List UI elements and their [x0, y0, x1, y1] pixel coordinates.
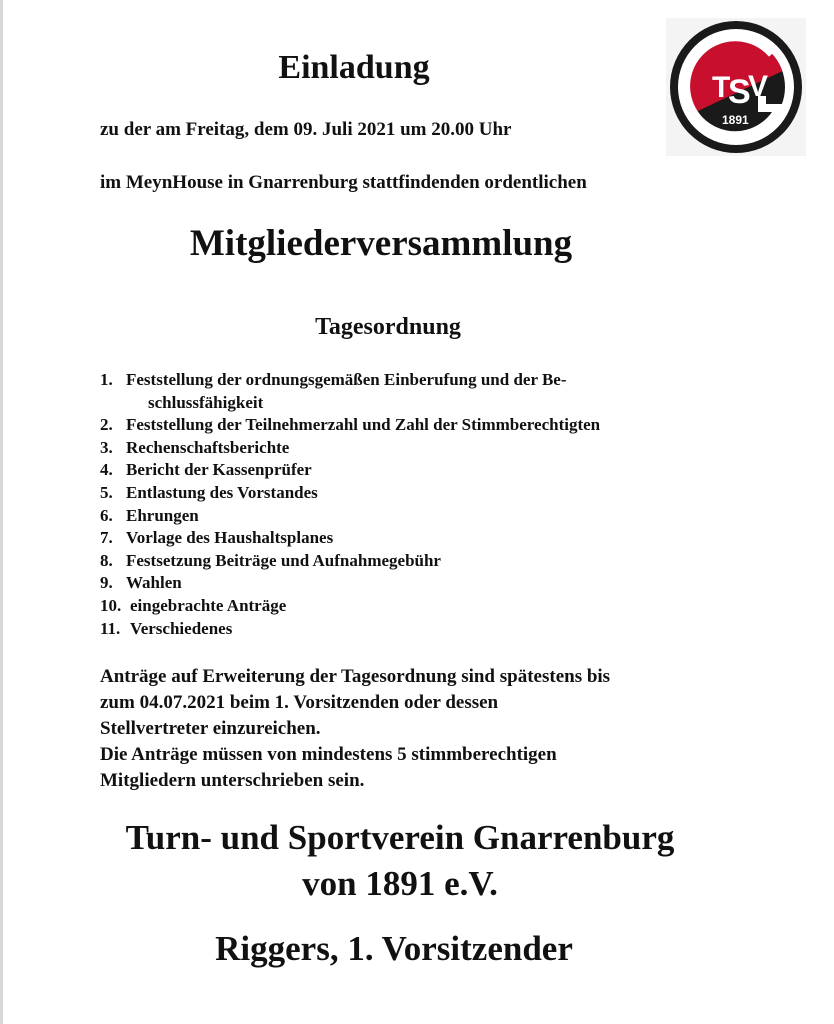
agenda-item-text-continued: schlussfähigkeit	[148, 392, 264, 412]
agenda-item-number: 1.	[100, 370, 113, 389]
agenda-item-text: Rechenschaftsberichte	[126, 437, 290, 457]
agenda-item	[100, 550, 600, 573]
agenda-item-text: Feststellung der ordnungsgemäßen Einberufung und der Be-	[126, 370, 567, 389]
agenda-heading: Tagesordnung	[315, 314, 461, 340]
logo-letter-t: T	[712, 71, 731, 104]
submission-note	[100, 664, 610, 794]
agenda-item-number: 11.	[100, 618, 121, 638]
agenda-item-text: eingebrachte Anträge	[130, 595, 287, 615]
agenda-item-text: Verschiedenes	[130, 618, 233, 638]
club-name	[0, 815, 800, 907]
agenda-item-text: Bericht der Kassenprüfer	[126, 460, 312, 480]
agenda-item-text: Entlastung des Vorstandes	[126, 482, 318, 502]
signature-line: Riggers, 1. Vorsitzender	[215, 929, 573, 968]
logo-letter-v: V	[748, 70, 769, 103]
agenda-item	[100, 595, 600, 618]
agenda-item	[100, 437, 600, 460]
agenda-item-text: Festsetzung Beiträge und Aufnahmegebühr	[126, 550, 441, 570]
agenda-item-number: 5.	[100, 482, 113, 502]
note-line: Die Anträge müssen von mindestens 5 stimmberechtigen	[100, 744, 557, 765]
agenda-item	[100, 482, 600, 505]
tsv-logo-icon	[666, 18, 806, 156]
club-founding-line: von 1891 e.V.	[302, 864, 498, 903]
agenda-item-number: 3.	[100, 437, 113, 457]
note-line: Anträge auf Erweiterung der Tagesordnung sind spätestens bis	[100, 666, 611, 687]
agenda-item-text: Feststellung der Teilnehmerzahl und Zahl der Stimmberechtigten	[126, 415, 601, 435]
logo-letter-s: S	[728, 73, 751, 111]
agenda-item-number: 8.	[100, 550, 113, 570]
document-title: Einladung	[278, 49, 430, 86]
note-line: Stellvertreter einzureichen.	[100, 718, 321, 739]
invitation-location-line: im MeynHouse in Gnarrenburg stattfindenden ordentlichen	[100, 172, 587, 193]
meeting-name: Mitgliederversammlung	[189, 223, 573, 264]
agenda-item-text: Wahlen	[126, 573, 182, 593]
agenda-item-number: 9.	[100, 573, 113, 593]
agenda-item-continuation	[100, 392, 600, 415]
agenda-item-number: 7.	[100, 528, 113, 548]
agenda-item	[100, 572, 600, 595]
logo-year: 1891	[722, 113, 749, 127]
club-name-line: Turn- und Sportverein Gnarrenburg	[125, 818, 675, 857]
note-line: Mitgliedern unterschrieben sein.	[100, 770, 365, 791]
agenda-item-number: 6.	[100, 505, 113, 525]
agenda-item-text: Vorlage des Haushaltsplanes	[126, 528, 334, 548]
invitation-date-line: zu der am Freitag, dem 09. Juli 2021 um 20.00 Uhr	[100, 119, 512, 140]
agenda-item-number: 10.	[100, 595, 122, 615]
agenda-item	[100, 527, 600, 550]
agenda-list	[100, 369, 600, 640]
note-line: zum 04.07.2021 beim 1. Vorsitzenden oder dessen	[100, 692, 499, 713]
agenda-item	[100, 618, 600, 641]
agenda-item	[100, 414, 600, 437]
agenda-item	[100, 505, 600, 528]
agenda-item	[100, 369, 600, 392]
agenda-item-number: 4.	[100, 460, 113, 480]
agenda-item-text: Ehrungen	[126, 505, 199, 525]
agenda-item-number: 2.	[100, 415, 113, 435]
agenda-item	[100, 459, 600, 482]
club-logo	[666, 18, 806, 156]
